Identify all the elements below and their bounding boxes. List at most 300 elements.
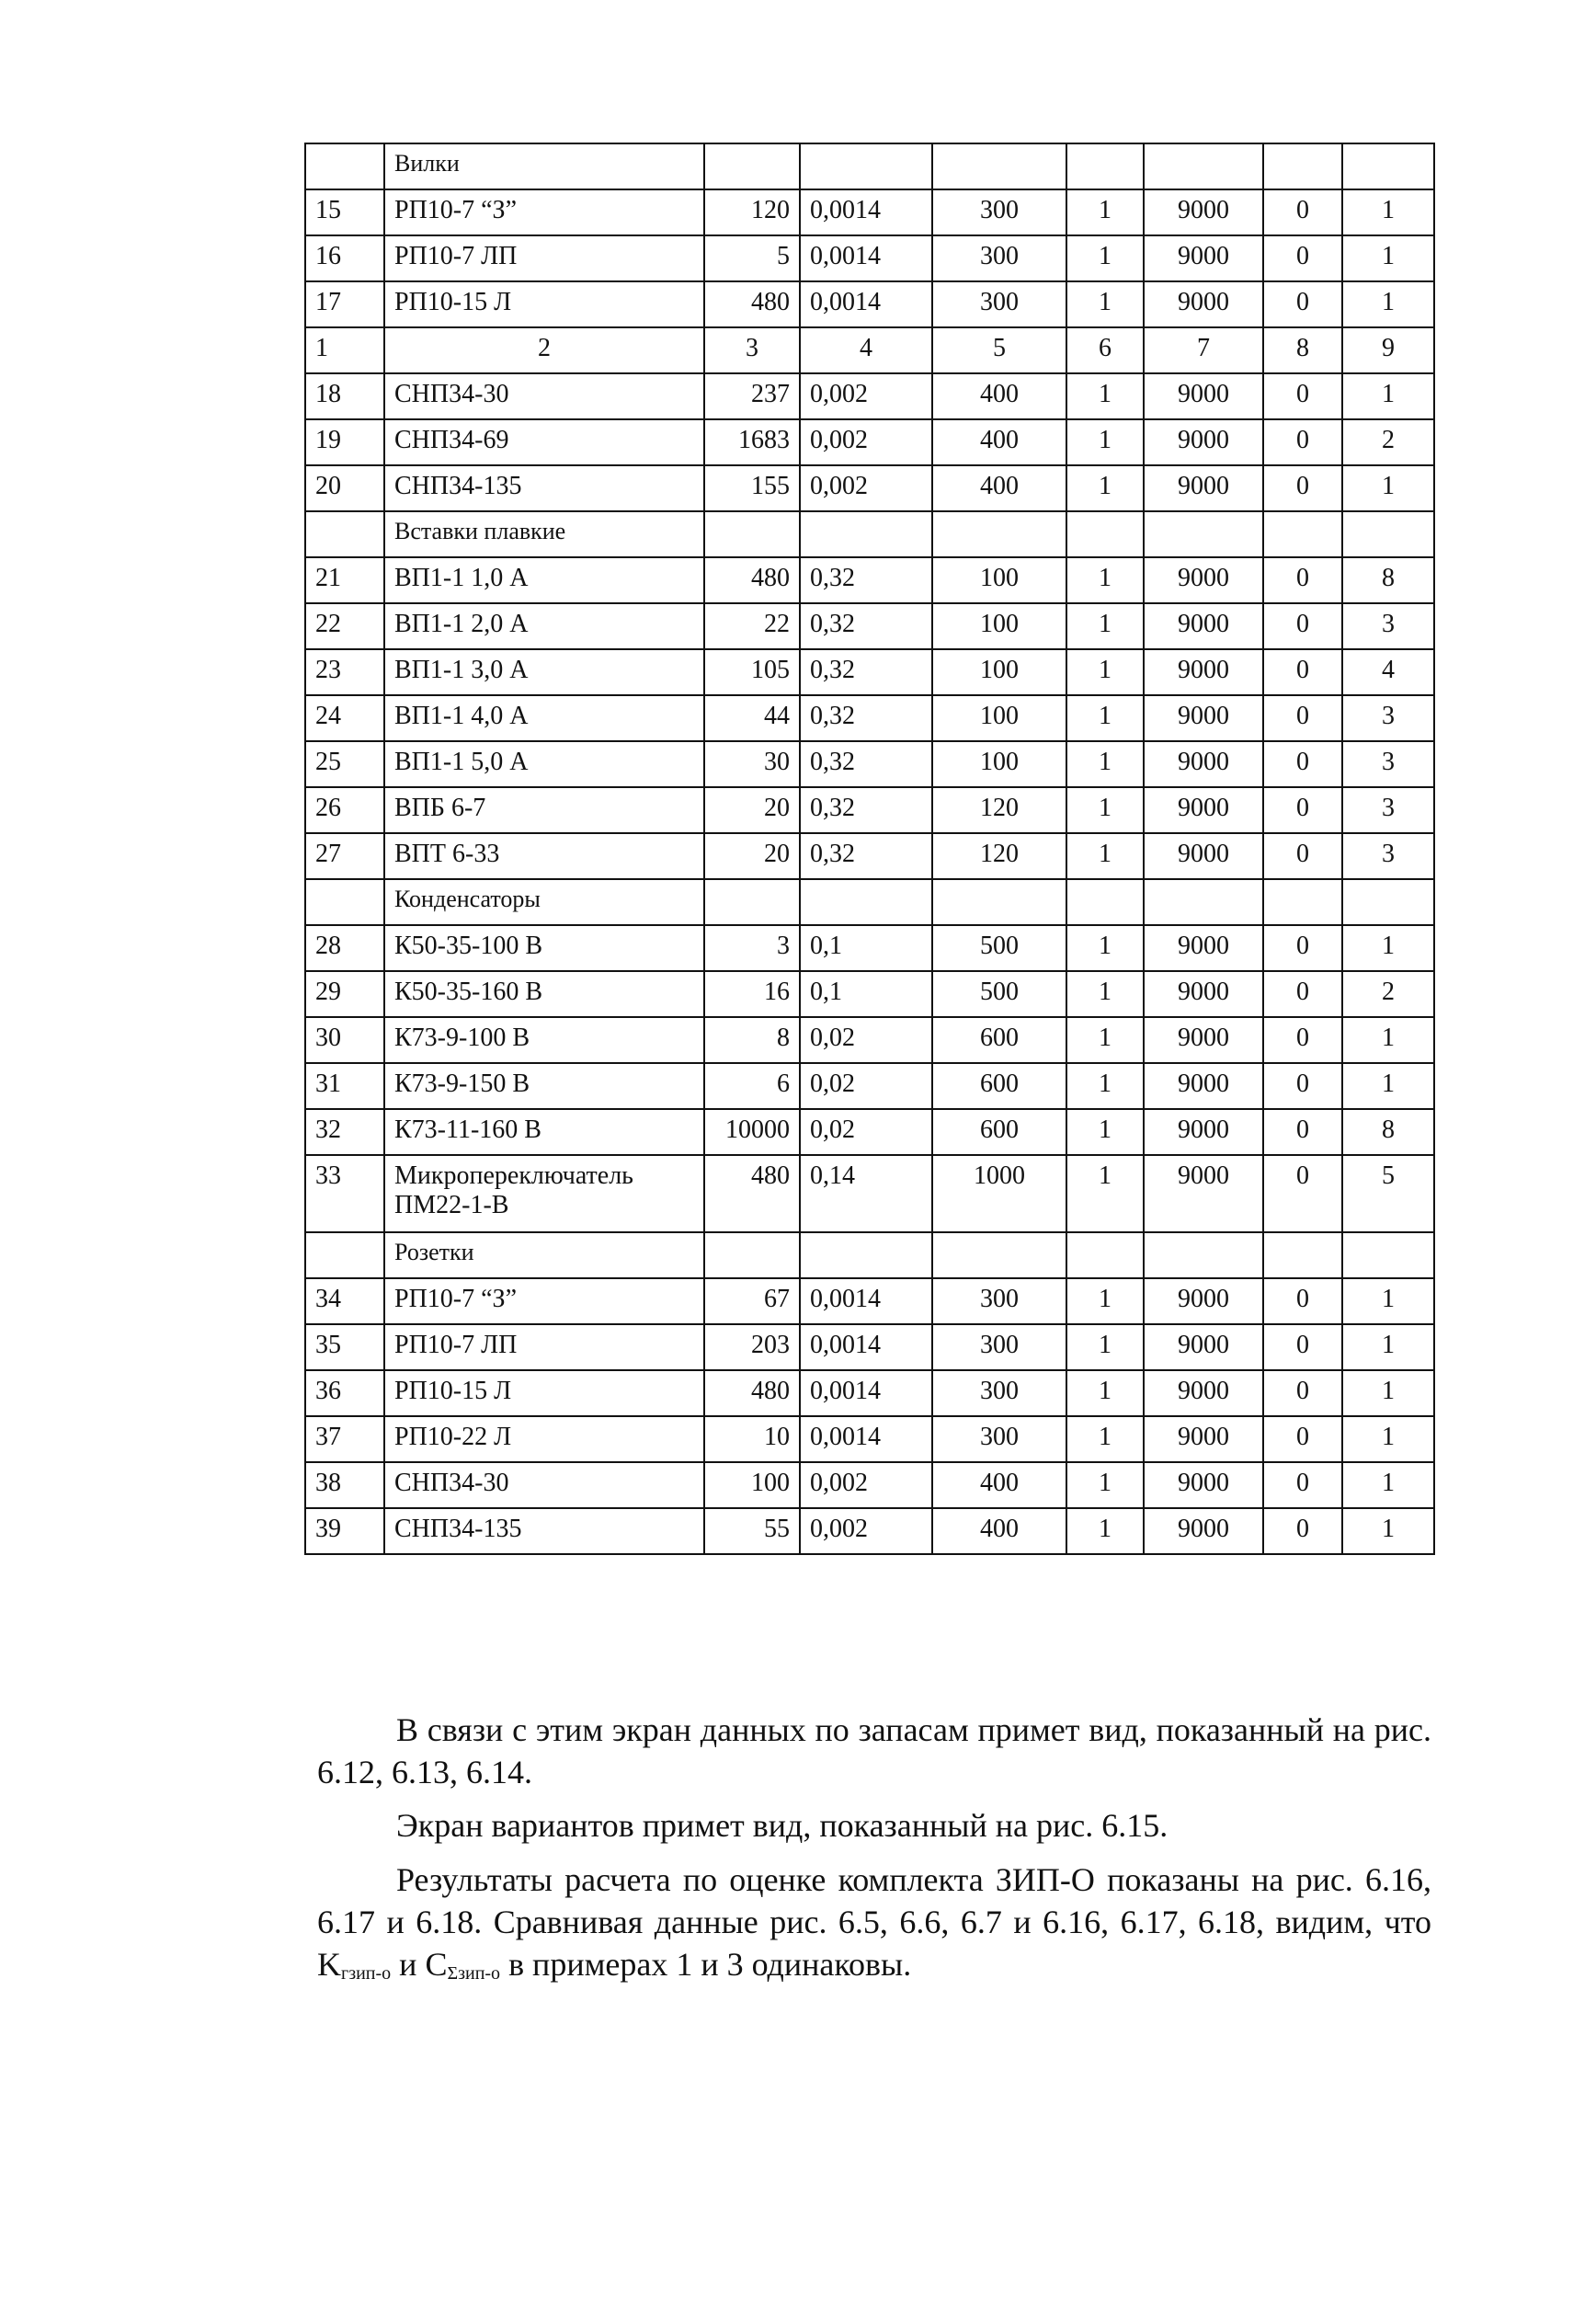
value-cell: 0 [1263,1324,1342,1370]
item-name-cell: К73-9-100 В [384,1017,704,1063]
value-cell: 600 [932,1063,1066,1109]
value-cell: 20 [704,787,800,833]
table-row [305,235,1434,281]
row-number-cell: 39 [305,1508,384,1554]
empty-cell [1263,879,1342,925]
value-cell: 5 [1342,1155,1434,1232]
item-name-cell: СНП34-69 [384,419,704,465]
item-name-cell: РП10-15 Л [384,1370,704,1416]
value-cell: 10 [704,1416,800,1462]
value-cell: 1683 [704,419,800,465]
value-cell: 0 [1263,833,1342,879]
value-cell: 0 [1263,1508,1342,1554]
value-cell: 1 [1066,1416,1144,1462]
value-cell: 9000 [1144,235,1263,281]
value-cell: 30 [704,741,800,787]
empty-cell [1342,879,1434,925]
value-cell: 0,1 [800,971,932,1017]
value-cell: 1 [1342,1416,1434,1462]
row-number-cell: 28 [305,925,384,971]
table-section-row [305,879,1434,925]
empty-cell [1066,1232,1144,1278]
value-cell: 1 [1066,787,1144,833]
value-cell: 3 [1342,741,1434,787]
value-cell: 1 [1342,465,1434,511]
value-cell: 0 [1263,971,1342,1017]
value-cell: 400 [932,1508,1066,1554]
value-cell: 300 [932,1278,1066,1324]
value-cell: 1 [1066,465,1144,511]
value-cell: 0,0014 [800,1416,932,1462]
row-number-cell: 24 [305,695,384,741]
item-name-cell: СНП34-135 [384,1508,704,1554]
value-cell: 0 [1263,603,1342,649]
value-cell: 0 [1263,557,1342,603]
row-number-cell: 18 [305,373,384,419]
item-name-cell: СНП34-135 [384,465,704,511]
empty-cell [704,1232,800,1278]
item-name-cell: К50-35-160 В [384,971,704,1017]
value-cell: 300 [932,281,1066,327]
value-cell: 1 [1066,741,1144,787]
value-cell: 6 [704,1063,800,1109]
empty-cell [800,511,932,557]
value-cell: 0,002 [800,1508,932,1554]
value-cell: 9000 [1144,1508,1263,1554]
table-row [305,1508,1434,1554]
value-cell: 9000 [1144,557,1263,603]
value-cell: 9 [1342,327,1434,373]
value-cell: 600 [932,1109,1066,1155]
row-number-cell: 20 [305,465,384,511]
value-cell: 0 [1263,1155,1342,1232]
value-cell: 500 [932,925,1066,971]
table-row [305,465,1434,511]
empty-cell [305,879,384,925]
value-cell: 3 [1342,695,1434,741]
item-name-cell: ВП1-1 1,0 А [384,557,704,603]
value-cell: 300 [932,189,1066,235]
table-section-row [305,1232,1434,1278]
value-cell: 9000 [1144,833,1263,879]
table-row [305,1416,1434,1462]
value-cell: 1 [1066,1109,1144,1155]
value-cell: 400 [932,373,1066,419]
value-cell: 2 [1342,419,1434,465]
value-cell: 0,1 [800,925,932,971]
value-cell: 1 [1066,1278,1144,1324]
table-row [305,787,1434,833]
row-number-cell: 31 [305,1063,384,1109]
results-text-a: Результаты расчета по оценке комплекта ЗИП-О показаны на рис. 6.16, 6.17 и 6.18. Сравнивая данные рис. 6.5, 6.6, 6.7 и 6.16, 6.17, 6.18, видим, что K [317,1861,1431,1983]
value-cell: 500 [932,971,1066,1017]
empty-cell [932,511,1066,557]
value-cell: 1 [1066,1462,1144,1508]
empty-cell [704,879,800,925]
value-cell: 9000 [1144,695,1263,741]
value-cell: 120 [932,787,1066,833]
empty-cell [932,1232,1066,1278]
row-number-cell: 29 [305,971,384,1017]
table-row [305,925,1434,971]
value-cell: 0,32 [800,557,932,603]
value-cell: 1 [1066,419,1144,465]
value-cell: 0,002 [800,419,932,465]
row-number-cell: 19 [305,419,384,465]
value-cell: 1 [1342,373,1434,419]
item-name-cell: РП10-22 Л [384,1416,704,1462]
table-row [305,695,1434,741]
value-cell: 100 [704,1462,800,1508]
table-row [305,557,1434,603]
value-cell: 1 [1066,1370,1144,1416]
value-cell: 0 [1263,1063,1342,1109]
paragraph-stock-screen: В связи с этим экран данных по запасам примет вид, показанный на рис. 6.12, 6.13, 6.14. [317,1711,1431,1790]
paragraph-variants-screen: Экран вариантов примет вид, показанный на рис. 6.15. [396,1807,1168,1844]
empty-cell [1342,143,1434,189]
table-row [305,833,1434,879]
c-subscript: Σзип-о [447,1963,501,1984]
value-cell: 0 [1263,373,1342,419]
table-row [305,1063,1434,1109]
empty-cell [305,1232,384,1278]
value-cell: 0,002 [800,465,932,511]
value-cell: 6 [1066,327,1144,373]
table-row [305,1017,1434,1063]
empty-cell [800,879,932,925]
value-cell: 480 [704,557,800,603]
row-number-cell: 34 [305,1278,384,1324]
value-cell: 0,32 [800,695,932,741]
value-cell: 5 [932,327,1066,373]
value-cell: 10000 [704,1109,800,1155]
value-cell: 1 [1066,1324,1144,1370]
value-cell: 0 [1263,1109,1342,1155]
value-cell: 9000 [1144,465,1263,511]
value-cell: 1 [1066,1155,1144,1232]
value-cell: 1 [1066,971,1144,1017]
value-cell: 9000 [1144,373,1263,419]
table-row [305,1324,1434,1370]
item-name-cell: ВП1-1 2,0 А [384,603,704,649]
item-name-cell: ВП1-1 4,0 А [384,695,704,741]
value-cell: 4 [800,327,932,373]
empty-cell [1342,511,1434,557]
row-number-cell: 32 [305,1109,384,1155]
value-cell: 9000 [1144,1324,1263,1370]
row-number-cell: 38 [305,1462,384,1508]
empty-cell [1263,143,1342,189]
value-cell: 480 [704,1370,800,1416]
item-name-cell: СНП34-30 [384,373,704,419]
value-cell: 0 [1263,1017,1342,1063]
value-cell: 0 [1263,1278,1342,1324]
value-cell: 1 [1066,557,1144,603]
value-cell: 100 [932,741,1066,787]
empty-cell [1066,511,1144,557]
value-cell: 8 [1342,557,1434,603]
value-cell: 100 [932,695,1066,741]
table-row [305,281,1434,327]
value-cell: 0 [1263,1462,1342,1508]
value-cell: 237 [704,373,800,419]
value-cell: 300 [932,1416,1066,1462]
value-cell: 1000 [932,1155,1066,1232]
section-title: Розетки [384,1232,704,1278]
value-cell: 400 [932,1462,1066,1508]
value-cell: 120 [932,833,1066,879]
value-cell: 0,32 [800,603,932,649]
value-cell: 0 [1263,1416,1342,1462]
value-cell: 1 [1066,695,1144,741]
value-cell: 9000 [1144,971,1263,1017]
table-row [305,649,1434,695]
value-cell: 1 [1066,833,1144,879]
value-cell: 0 [1263,649,1342,695]
empty-cell [800,1232,932,1278]
value-cell: 0,0014 [800,1324,932,1370]
paragraph-results [317,1859,1431,1995]
value-cell: 0 [1263,695,1342,741]
row-number-cell: 37 [305,1416,384,1462]
item-name-cell: ВП1-1 3,0 А [384,649,704,695]
value-cell: 100 [932,603,1066,649]
value-cell: 0,32 [800,741,932,787]
item-name-cell: Микропереключатель ПМ22-1-В [384,1155,704,1232]
value-cell: 1 [1066,1063,1144,1109]
value-cell: 0,0014 [800,189,932,235]
row-number-cell: 17 [305,281,384,327]
empty-cell [1342,1232,1434,1278]
value-cell: 0,0014 [800,281,932,327]
value-cell: 44 [704,695,800,741]
empty-cell [305,511,384,557]
value-cell: 0,14 [800,1155,932,1232]
value-cell: 1 [1066,1017,1144,1063]
empty-cell [704,143,800,189]
row-number-cell: 25 [305,741,384,787]
table-row [305,373,1434,419]
value-cell: 9000 [1144,281,1263,327]
item-name-cell: РП10-7 “З” [384,189,704,235]
spare-parts-table [304,143,1435,1555]
value-cell: 105 [704,649,800,695]
row-number-cell: 27 [305,833,384,879]
item-name-cell: ВПБ 6-7 [384,787,704,833]
value-cell: 9000 [1144,419,1263,465]
value-cell: 4 [1342,649,1434,695]
value-cell: 3 [704,327,800,373]
value-cell: 9000 [1144,1155,1263,1232]
value-cell: 1 [1342,1508,1434,1554]
empty-cell [704,511,800,557]
value-cell: 400 [932,419,1066,465]
value-cell: 9000 [1144,1278,1263,1324]
value-cell: 480 [704,281,800,327]
value-cell: 9000 [1144,1462,1263,1508]
value-cell: 3 [1342,833,1434,879]
table-body [305,143,1434,1554]
value-cell: 3 [1342,787,1434,833]
row-number-cell: 36 [305,1370,384,1416]
value-cell: 600 [932,1017,1066,1063]
table-row [305,1155,1434,1232]
table-row [305,1462,1434,1508]
results-text-c: в примерах 1 и 3 одинаковы. [500,1946,912,1983]
value-cell: 9000 [1144,925,1263,971]
value-cell: 0 [1263,419,1342,465]
value-cell: 1 [1066,1508,1144,1554]
table-section-row [305,143,1434,189]
value-cell: 9000 [1144,1017,1263,1063]
empty-cell [305,143,384,189]
value-cell: 67 [704,1278,800,1324]
item-name-cell: РП10-7 ЛП [384,235,704,281]
value-cell: 0,0014 [800,1370,932,1416]
value-cell: 9000 [1144,1370,1263,1416]
value-cell: 8 [1263,327,1342,373]
empty-cell [1066,879,1144,925]
value-cell: 8 [704,1017,800,1063]
empty-cell [932,143,1066,189]
value-cell: 1 [1342,1324,1434,1370]
row-number-cell: 35 [305,1324,384,1370]
value-cell: 9000 [1144,603,1263,649]
value-cell: 9000 [1144,1416,1263,1462]
item-name-cell: РП10-15 Л [384,281,704,327]
row-number-cell: 15 [305,189,384,235]
value-cell: 0,0014 [800,235,932,281]
value-cell: 0 [1263,189,1342,235]
item-name-cell: РП10-7 “З” [384,1278,704,1324]
value-cell: 120 [704,189,800,235]
value-cell: 0 [1263,741,1342,787]
value-cell: 300 [932,1324,1066,1370]
item-name-cell: 2 [384,327,704,373]
value-cell: 1 [1342,1462,1434,1508]
empty-cell [1144,511,1263,557]
value-cell: 0 [1263,787,1342,833]
value-cell: 1 [1342,1017,1434,1063]
item-name-cell: ВП1-1 5,0 А [384,741,704,787]
table-row [305,419,1434,465]
value-cell: 3 [1342,603,1434,649]
value-cell: 8 [1342,1109,1434,1155]
value-cell: 3 [704,925,800,971]
table-row [305,1109,1434,1155]
value-cell: 300 [932,235,1066,281]
value-cell: 1 [1342,235,1434,281]
table-row [305,189,1434,235]
value-cell: 0,32 [800,833,932,879]
value-cell: 0,02 [800,1017,932,1063]
value-cell: 155 [704,465,800,511]
value-cell: 1 [1066,603,1144,649]
value-cell: 22 [704,603,800,649]
row-number-cell: 1 [305,327,384,373]
results-text-b: и C [391,1946,448,1983]
value-cell: 1 [1066,281,1144,327]
value-cell: 400 [932,465,1066,511]
value-cell: 0,32 [800,649,932,695]
value-cell: 20 [704,833,800,879]
value-cell: 1 [1066,235,1144,281]
value-cell: 1 [1066,189,1144,235]
empty-cell [1144,143,1263,189]
value-cell: 0 [1263,281,1342,327]
value-cell: 7 [1144,327,1263,373]
row-number-cell: 33 [305,1155,384,1232]
value-cell: 0,0014 [800,1278,932,1324]
value-cell: 1 [1066,373,1144,419]
value-cell: 9000 [1144,1063,1263,1109]
item-name-cell: РП10-7 ЛП [384,1324,704,1370]
table-section-row [305,511,1434,557]
row-number-cell: 16 [305,235,384,281]
value-cell: 480 [704,1155,800,1232]
value-cell: 2 [1342,971,1434,1017]
value-cell: 9000 [1144,649,1263,695]
value-cell: 0,002 [800,373,932,419]
empty-cell [800,143,932,189]
value-cell: 100 [932,557,1066,603]
value-cell: 300 [932,1370,1066,1416]
item-name-cell: СНП34-30 [384,1462,704,1508]
table-row [305,741,1434,787]
value-cell: 1 [1342,1370,1434,1416]
value-cell: 1 [1342,281,1434,327]
item-name-cell: К50-35-100 В [384,925,704,971]
row-number-cell: 21 [305,557,384,603]
value-cell: 9000 [1144,1109,1263,1155]
value-cell: 0,32 [800,787,932,833]
value-cell: 100 [932,649,1066,695]
value-cell: 0,002 [800,1462,932,1508]
row-number-cell: 23 [305,649,384,695]
empty-cell [1066,143,1144,189]
k-subscript: гзип-о [341,1963,392,1984]
value-cell: 9000 [1144,787,1263,833]
value-cell: 1 [1342,1063,1434,1109]
value-cell: 0 [1263,465,1342,511]
table-row [305,603,1434,649]
empty-cell [1263,1232,1342,1278]
value-cell: 0 [1263,1370,1342,1416]
table-row [305,1278,1434,1324]
empty-cell [1144,879,1263,925]
value-cell: 0,02 [800,1109,932,1155]
value-cell: 0,02 [800,1063,932,1109]
value-cell: 55 [704,1508,800,1554]
value-cell: 1 [1342,1278,1434,1324]
value-cell: 0 [1263,235,1342,281]
section-title: Конденсаторы [384,879,704,925]
value-cell: 0 [1263,925,1342,971]
value-cell: 1 [1342,925,1434,971]
value-cell: 203 [704,1324,800,1370]
section-title: Вилки [384,143,704,189]
item-name-cell: К73-11-160 В [384,1109,704,1155]
column-index-row [305,327,1434,373]
section-title: Вставки плавкие [384,511,704,557]
value-cell: 1 [1342,189,1434,235]
empty-cell [1144,1232,1263,1278]
item-name-cell: ВПТ 6-33 [384,833,704,879]
row-number-cell: 30 [305,1017,384,1063]
value-cell: 9000 [1144,741,1263,787]
table-row [305,971,1434,1017]
value-cell: 9000 [1144,189,1263,235]
